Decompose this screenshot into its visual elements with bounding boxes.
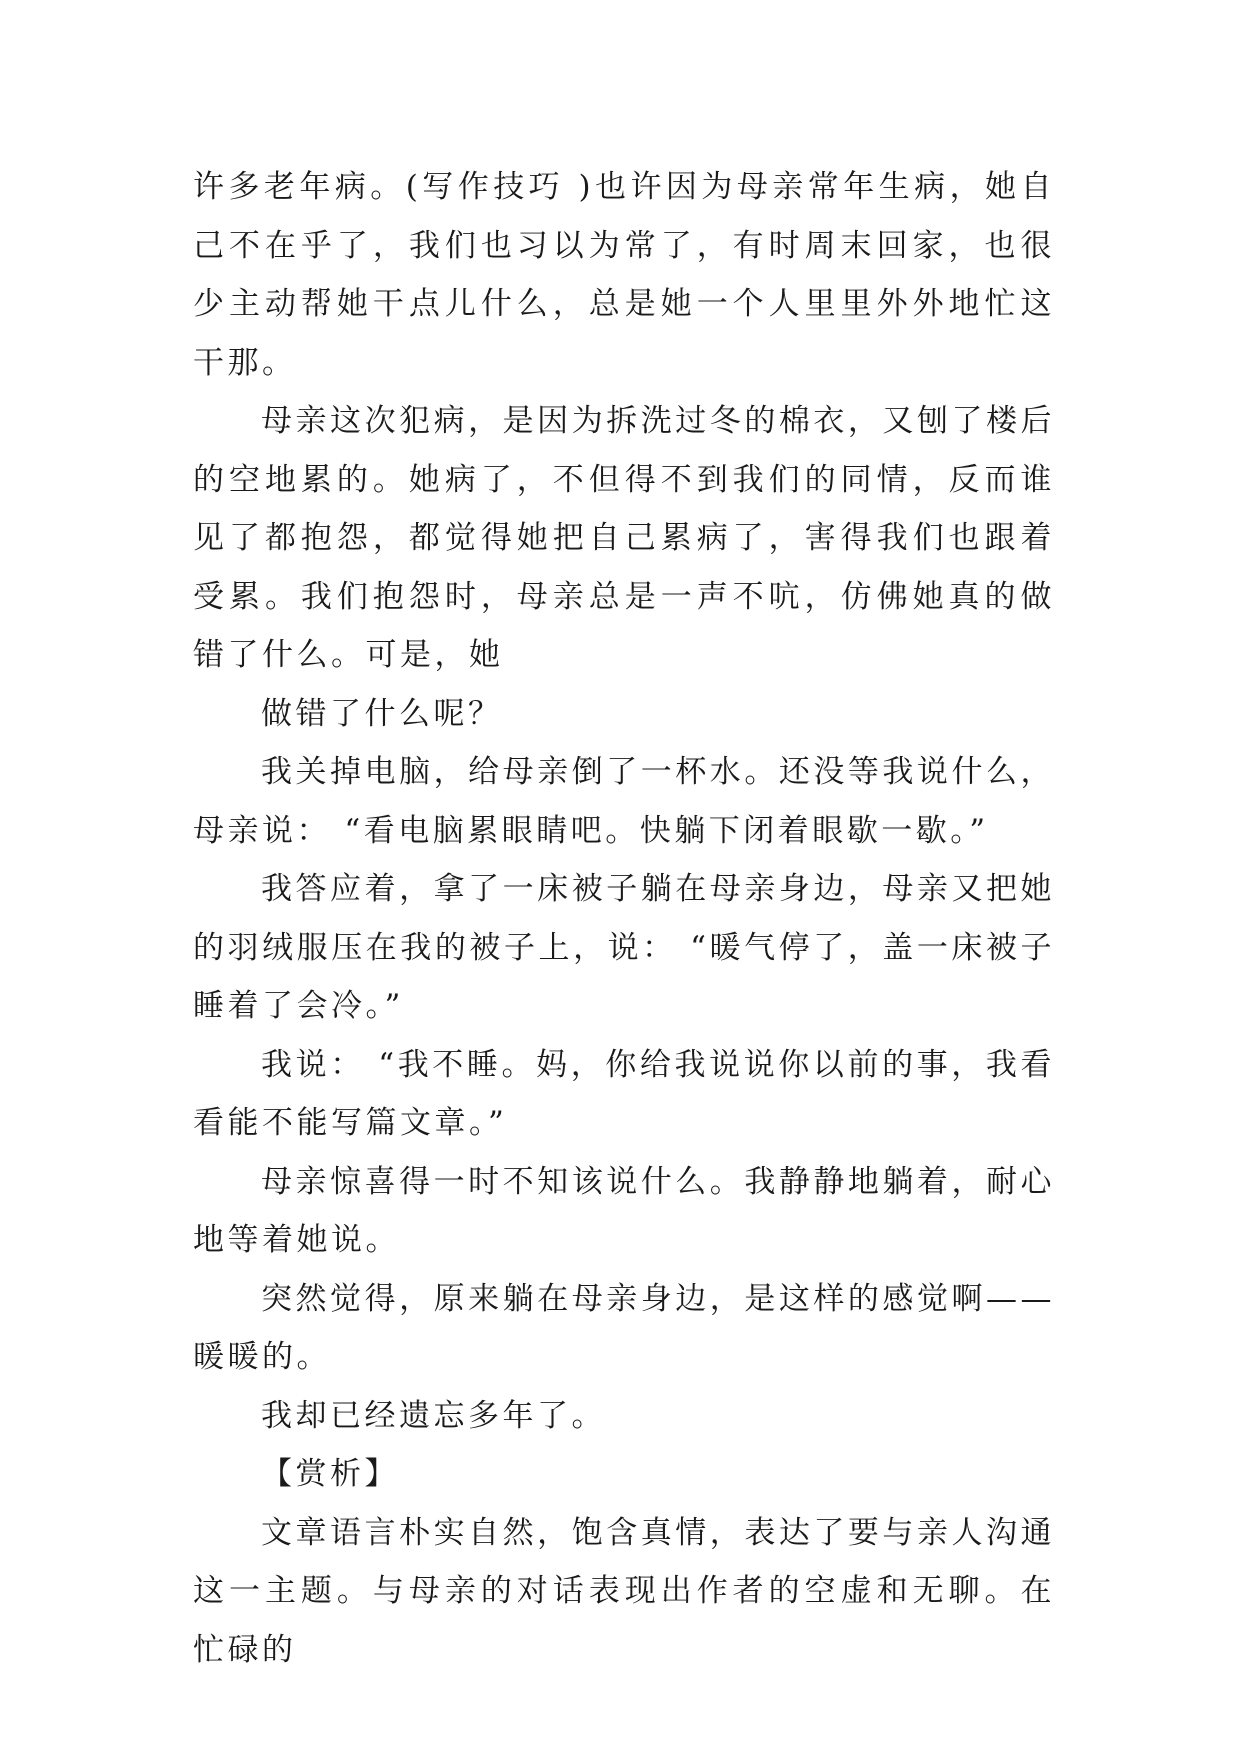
paragraph-1: 许多老年病。(写作技巧 )也许因为母亲常年生病，她自己不在乎了，我们也习以为常了，有时周末回家，也很少主动帮她干点儿什么，总是她一个人里里外外地忙这干那。	[193, 169, 1055, 381]
paragraph-5: 我答应着，拿了一床被子躺在母亲身边，母亲又把她的羽绒服压在我的被子上，说： “暖气停了，盖一床被子睡着了会冷。”	[193, 871, 1055, 1024]
paragraph-3: 做错了什么呢？	[261, 695, 503, 732]
paragraph-4: 我关掉电脑，给母亲倒了一杯水。还没等我说什么，母亲说： “看电脑累眼睛吧。快躺下闭着眼歇一歇。”	[193, 754, 1055, 849]
paragraph-8: 突然觉得，原来躺在母亲身边，是这样的感觉啊——暖暖的。	[193, 1280, 1055, 1375]
paragraph-2: 母亲这次犯病，是因为拆洗过冬的棉衣，又刨了楼后的空地累的。她病了，不但得不到我们的同情，反而谁见了都抱怨，都觉得她把自己累病了，害得我们也跟着受累。我们抱怨时，母亲总是一声不吭，仿佛她真的做错了什么。可是，她	[193, 403, 1055, 673]
paragraph-6: 我说： “我不睡。妈，你给我说说你以前的事，我看看能不能写篇文章。”	[193, 1046, 1055, 1141]
paragraph-7: 母亲惊喜得一时不知该说什么。我静静地躺着，耐心地等着她说。	[193, 1163, 1055, 1258]
section-heading-appreciation: 【赏析】	[261, 1456, 399, 1492]
paragraph-10: 文章语言朴实自然，饱含真情，表达了要与亲人沟通这一主题。与母亲的对话表现出作者的空虚和无聊。在忙碌的	[193, 1514, 1055, 1668]
document-body	[193, 158, 1055, 1679]
paragraph-9: 我却已经遗忘多年了。	[261, 1397, 606, 1434]
